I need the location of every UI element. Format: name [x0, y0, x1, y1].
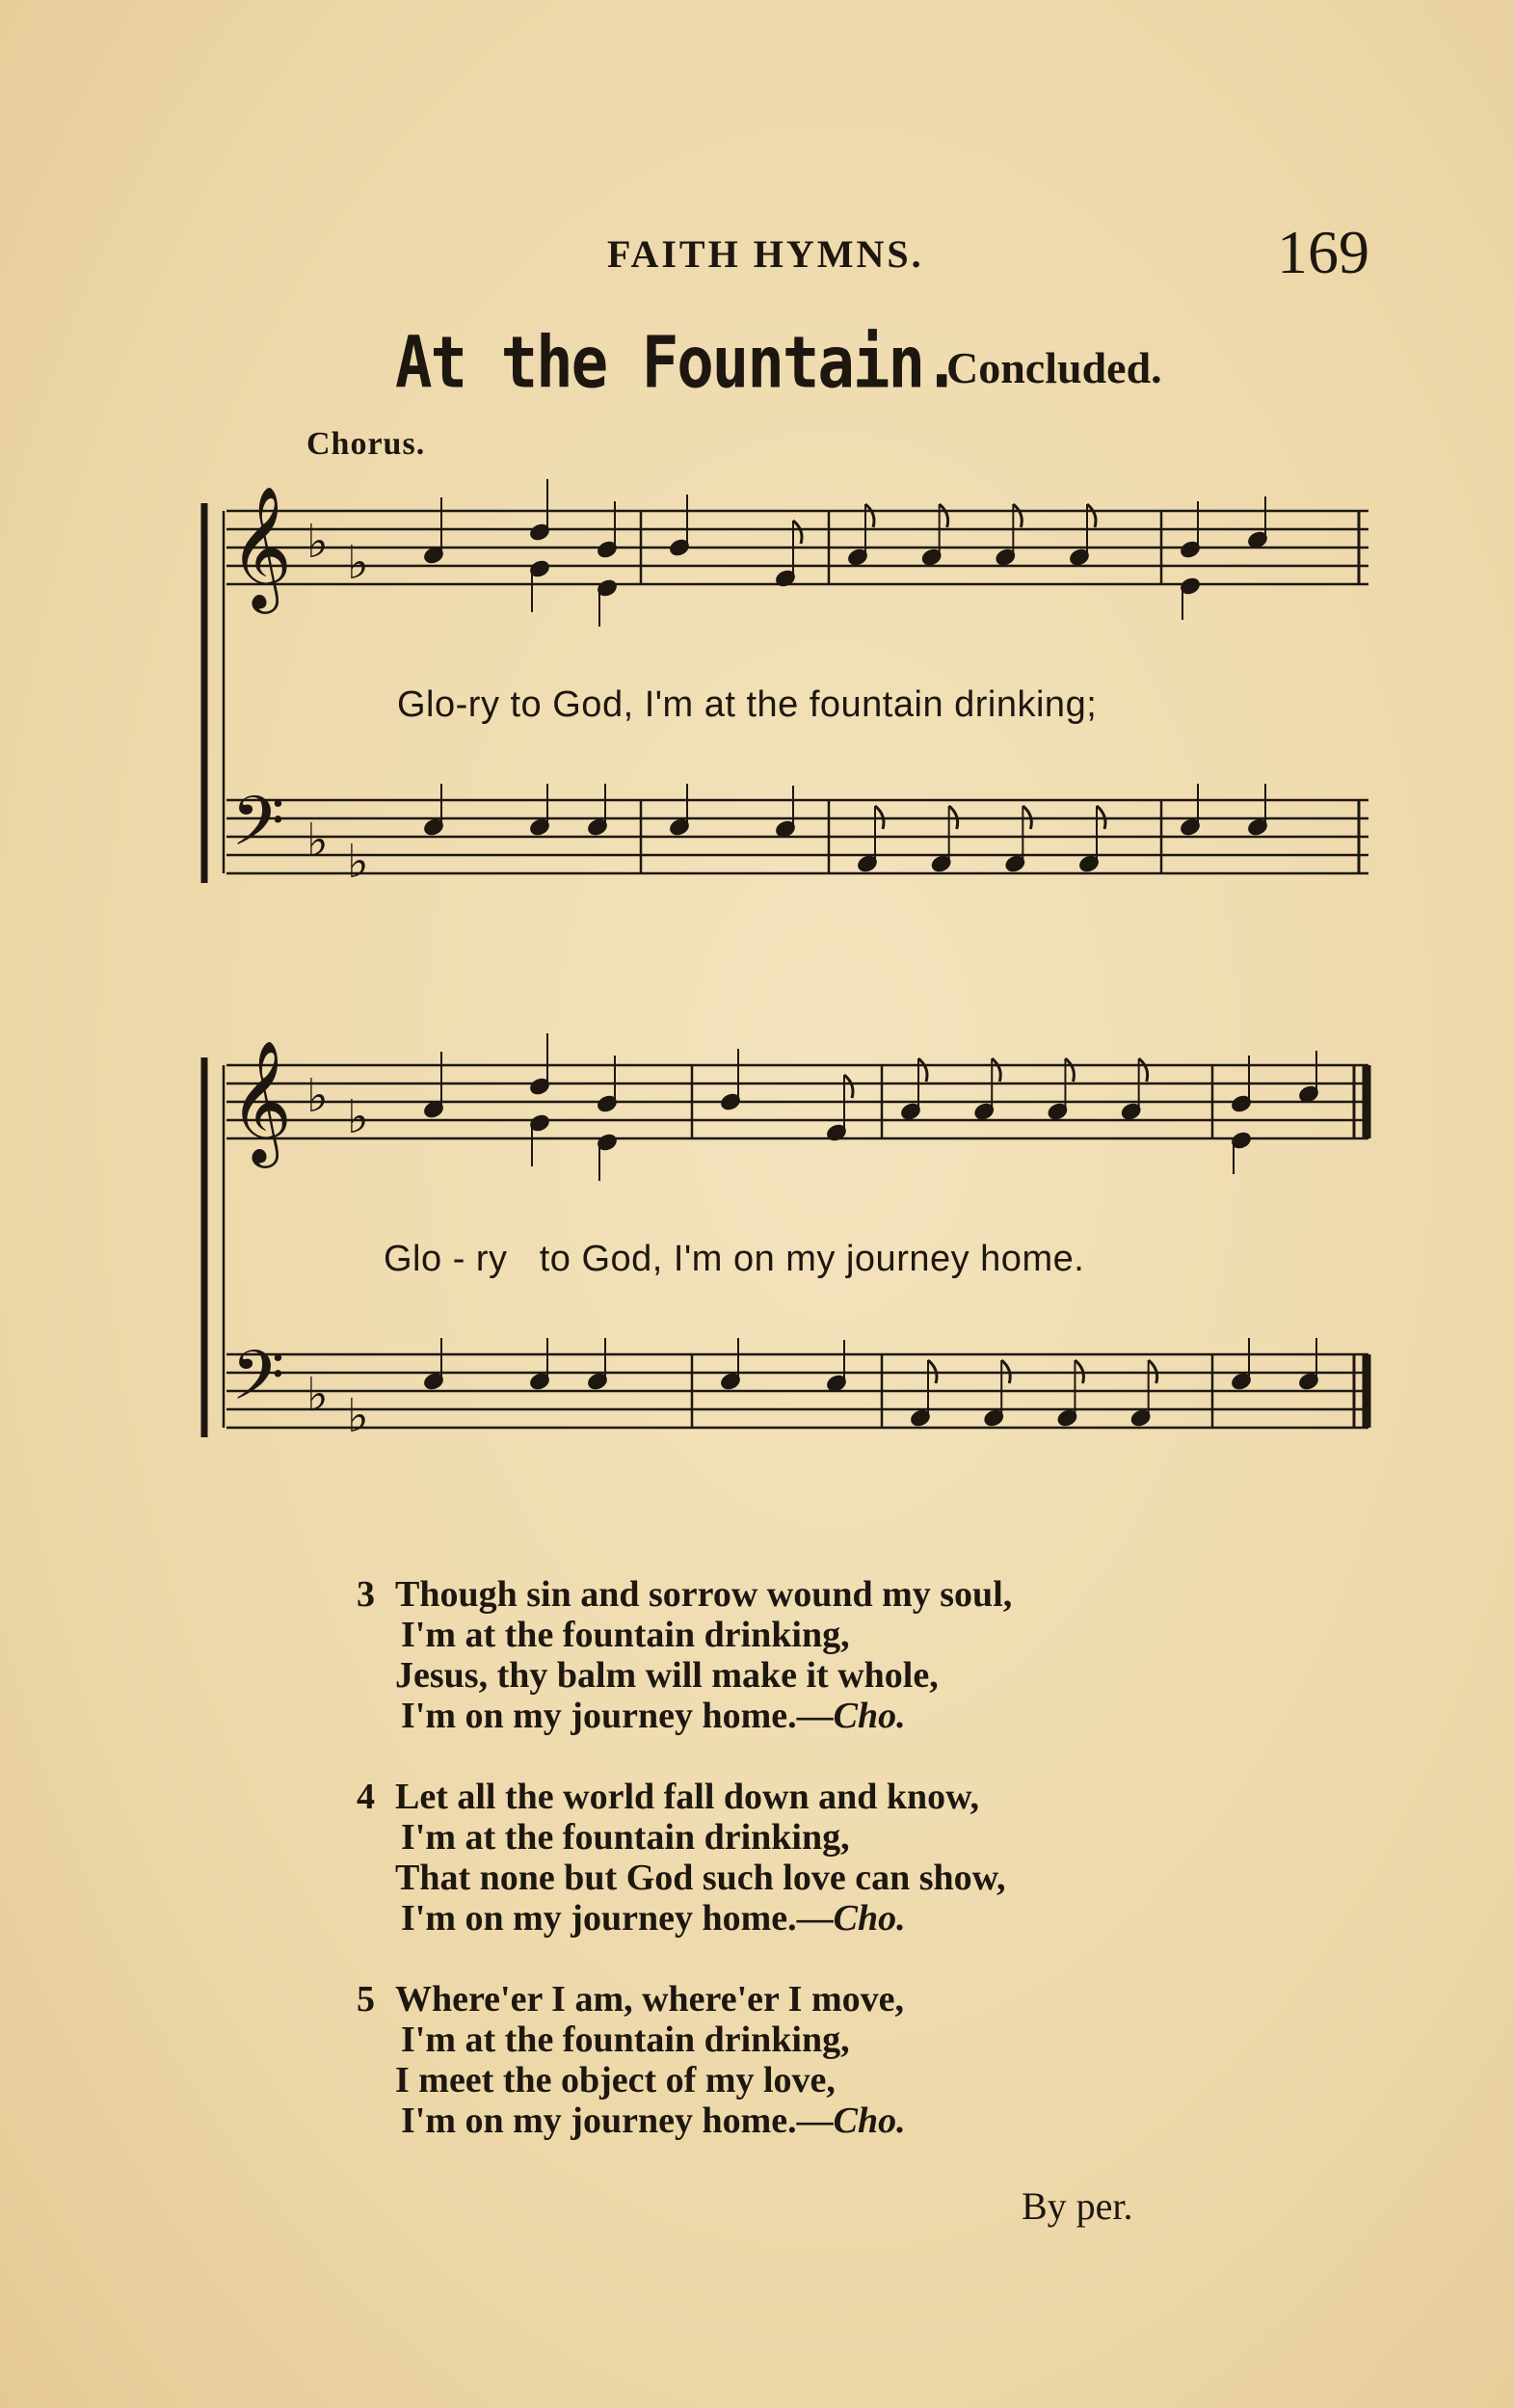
treble-clef: 𝄞: [229, 1039, 293, 1163]
verse-line: I'm on my journey home.—: [401, 2100, 834, 2141]
verse-line: That none but God such love can show,: [395, 1858, 1006, 1898]
running-head: FAITH HYMNS.: [607, 232, 924, 276]
treble-clef: 𝄞: [229, 485, 293, 608]
verse-number: 3: [357, 1574, 375, 1615]
bass-clef: 𝄢: [231, 782, 285, 878]
note-flag: [1139, 1058, 1148, 1082]
chorus-cue: Cho.: [833, 1696, 906, 1736]
lyric-line-1: Glo-ry to God, I'm at the fountain drinking;: [397, 684, 1098, 725]
verse-5: [357, 1979, 906, 2141]
page-number: 169: [1277, 218, 1369, 286]
verse-line: I'm on my journey home.—: [401, 1696, 834, 1736]
verse-line: Let all the world fall down and know,: [395, 1777, 979, 1817]
hymn-title: At the Fountain.: [395, 323, 959, 406]
verse-number: 4: [357, 1777, 375, 1817]
flat-sign: ♭: [347, 835, 369, 889]
flat-sign: ♭: [306, 1069, 329, 1123]
note-flag: [1013, 504, 1022, 527]
note-flag: [865, 504, 874, 527]
flat-sign: ♭: [306, 1368, 329, 1422]
flat-sign: ♭: [306, 515, 329, 569]
verse-line: Where'er I am, where'er I move,: [395, 1979, 904, 2020]
chorus-cue: Cho.: [833, 2100, 906, 2141]
verse-line: I'm at the fountain drinking,: [401, 1817, 850, 1858]
verse-line: Jesus, thy balm will make it whole,: [395, 1655, 939, 1696]
verse-line: I'm on my journey home.—: [401, 1898, 834, 1939]
bass-clef: 𝄢: [231, 1336, 285, 1432]
note-flag: [992, 1058, 1000, 1082]
verse-number: 5: [357, 1979, 375, 2020]
flat-sign: ♭: [347, 1090, 369, 1144]
verse-3: [357, 1574, 1012, 1736]
attribution: By per.: [1022, 2184, 1133, 2228]
verse-4: [357, 1777, 1006, 1939]
note-flag: [918, 1058, 927, 1082]
hymn-subtitle: Concluded.: [946, 343, 1162, 392]
note-flag: [940, 504, 948, 527]
note-flag: [1065, 1058, 1074, 1082]
lyric-line-2: Glo - ry to God, I'm on my journey home.: [384, 1239, 1085, 1279]
note-flag: [793, 521, 802, 544]
note-flag: [1087, 504, 1096, 527]
verse-line: I meet the object of my love,: [395, 2060, 836, 2100]
verse-line: Though sin and sorrow wound my soul,: [395, 1574, 1013, 1615]
chorus-label: Chorus.: [306, 426, 426, 462]
note-flag: [844, 1075, 853, 1098]
flat-sign: ♭: [347, 1389, 369, 1443]
flat-sign: ♭: [347, 536, 369, 590]
verse-line: I'm at the fountain drinking,: [401, 2020, 850, 2060]
verse-line: I'm at the fountain drinking,: [401, 1615, 850, 1655]
flat-sign: ♭: [306, 814, 329, 868]
chorus-cue: Cho.: [833, 1898, 906, 1939]
